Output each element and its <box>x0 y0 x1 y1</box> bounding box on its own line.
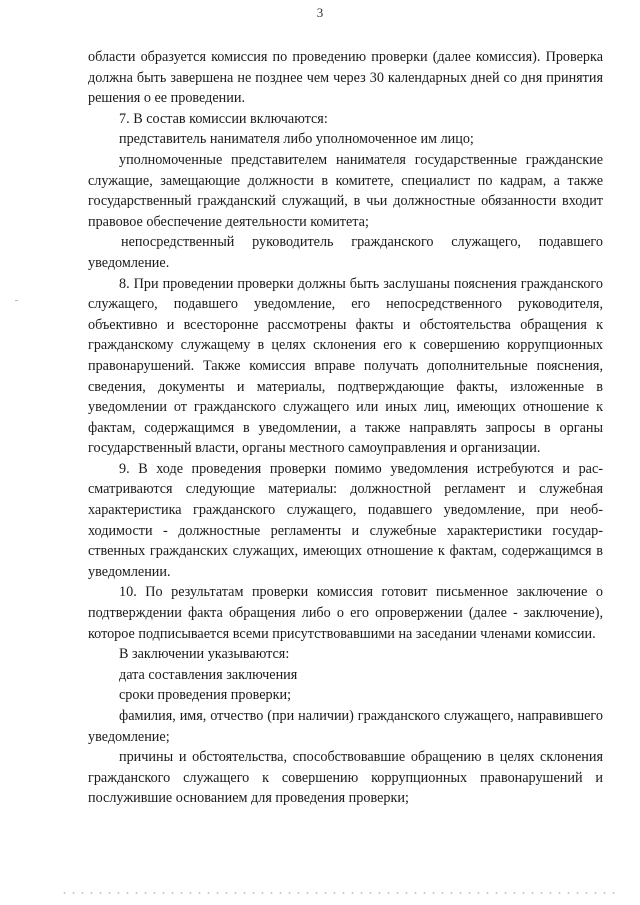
paragraph-list-item: уполномоченные представителем нанимателя государственные гражданские служащие, замещающие должности в комитете, специалист по кадрам, а также государственный гражданский служащий, в чьи должностные обязанности входит правовое обеспечение деятельности комитета; <box>88 151 603 230</box>
scan-artifact <box>60 892 620 894</box>
paragraph-list-item: представитель нанимателя либо уполномоченное им лицо; <box>119 131 474 148</box>
page-number: 3 <box>316 5 324 20</box>
paragraph-list-item: дата составления заключения <box>119 666 298 683</box>
document-body <box>88 47 603 809</box>
paragraph-continuation: области образуется комиссия по проведению проверки (далее комиссия). Проверка должна быть завершена не позднее чем через 30 календарных дней со дня принятия решения о ее проведении. <box>88 49 603 107</box>
paragraph-list-item: фамилия, имя, отчество (при наличии) гражданского служащего, направившего уведомление; <box>88 708 603 745</box>
paragraph-item-8: 8. При проведении проверки должны быть заслушаны пояснения гражданского служащего, подавшего уведомление, его непосредственного руководителя, объективно и всесторонне рассмотрены факты и обстоятельства обращения к гражданскому служащему в целях склонения его к совершению коррупционных правонарушений. Также комиссия вправе получать дополнительные пояснения, сведения, документы и материалы, подтверждающие факты, изложенные в уведомлении от гражданского служащего или иных лиц, имеющих отношение к фактам, содержащимся в уведомлении, а также направлять запросы в органы государственный власти, органы местного самоуправления и организации. <box>88 275 603 457</box>
paragraph-conclusion-intro: В заключении указываются: <box>119 646 290 663</box>
paragraph-list-item: причины и обстоятельства, способствовавшие обращению в целях склонения гражданского служащего к совершению коррупционных правонарушений и послужившие основанием для проведения проверки; <box>88 749 603 807</box>
margin-mark <box>15 300 18 301</box>
paragraph-list-item: сроки проведения проверки; <box>119 687 292 704</box>
paragraph-item-7: 7. В состав комиссии включаются: <box>119 110 328 127</box>
paragraph-item-9: 9. В ходе проведения проверки помимо уведомления истребуются и рассматриваются следующие материалы: должностной регламент и служебная характеристика гражданского служащего, подавшего уведомление, при необходимости - должностные регламенты и служебные характеристики государственных гражданских служащих, имеющих отношение к фактам, содержащимся в уведомлении. <box>88 460 603 580</box>
paragraph-item-10: 10. По результатам проверки комиссия готовит письменное заключение о подтверждении факта обращения либо о его опровержении (далее - заключение), которое подписывается всеми присутствовавшими на заседании членами комиссии. <box>88 584 603 642</box>
paragraph-list-item: непосредственный руководитель гражданского служащего, подавшего уведомление. <box>88 234 603 271</box>
